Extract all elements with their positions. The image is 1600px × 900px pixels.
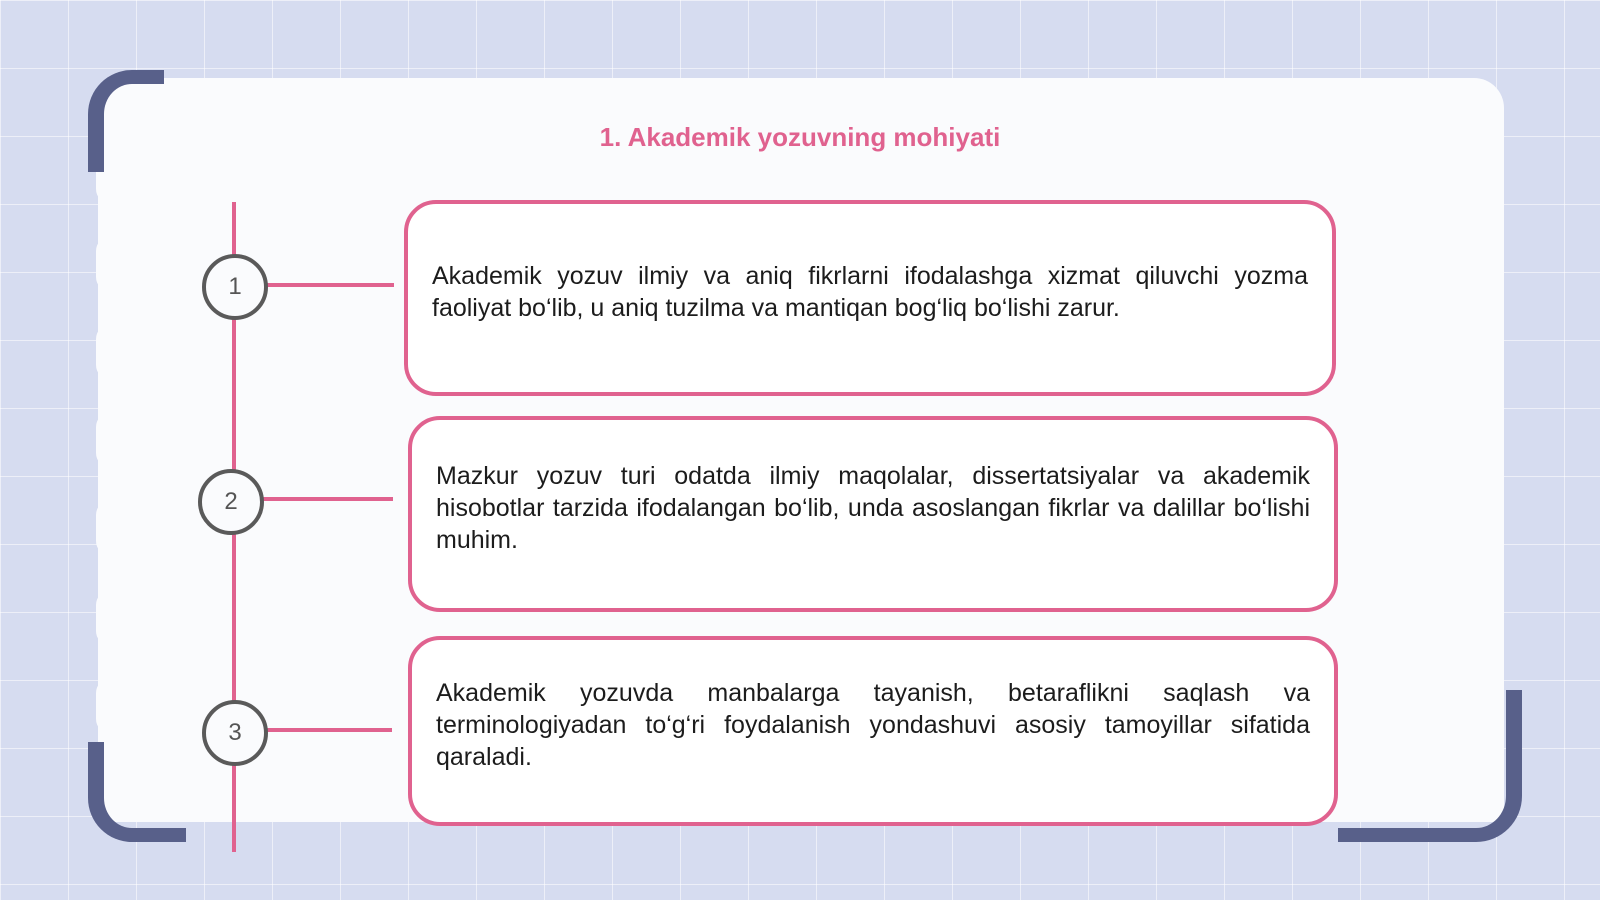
content-box-1: [404, 200, 1336, 396]
content-box-2: [408, 416, 1338, 612]
content-box-3: [408, 636, 1338, 826]
slide-title: 1. Akademik yozuvning mohiyati: [599, 122, 1001, 152]
connector-line: [262, 728, 392, 732]
connector-line: [262, 283, 394, 287]
content-text-2: Mazkur yozuv turi odatda ilmiy maqolalar, dissertatsiyalar va akademik hisobotlar tarzida ifodalangan bo‘lib, unda asoslangan fikrlar va dalillar bo‘lishi muhim.: [436, 462, 1310, 554]
connector-line: [258, 497, 393, 501]
scallop-decoration: [96, 500, 126, 556]
scallop-decoration: [96, 678, 126, 734]
content-text-1: Akademik yozuv ilmiy va aniq fikrlarni ifodalashga xizmat qiluvchi yozma faoliyat bo‘lib, u aniq tuzilma va mantiqan bog‘liq bo‘lishi zarur.: [432, 262, 1308, 322]
scallop-decoration: [96, 590, 126, 646]
step-number-3: 3: [202, 700, 268, 766]
content-text-3: Akademik yozuvda manbalarga tayanish, betaraflikni saqlash va terminologiyadan to‘g‘ri foydalanish yondashuvi asosiy tamoyillar sifatida qaraladi.: [436, 679, 1310, 771]
scallop-decoration: [96, 324, 126, 380]
corner-bracket-top-left: [88, 70, 164, 172]
step-number-1: 1: [202, 254, 268, 320]
scallop-decoration: [96, 412, 126, 468]
corner-bracket-bottom-left: [88, 742, 186, 842]
scallop-decoration: [96, 236, 126, 292]
step-number-2: 2: [198, 469, 264, 535]
corner-bracket-bottom-right: [1338, 690, 1522, 842]
